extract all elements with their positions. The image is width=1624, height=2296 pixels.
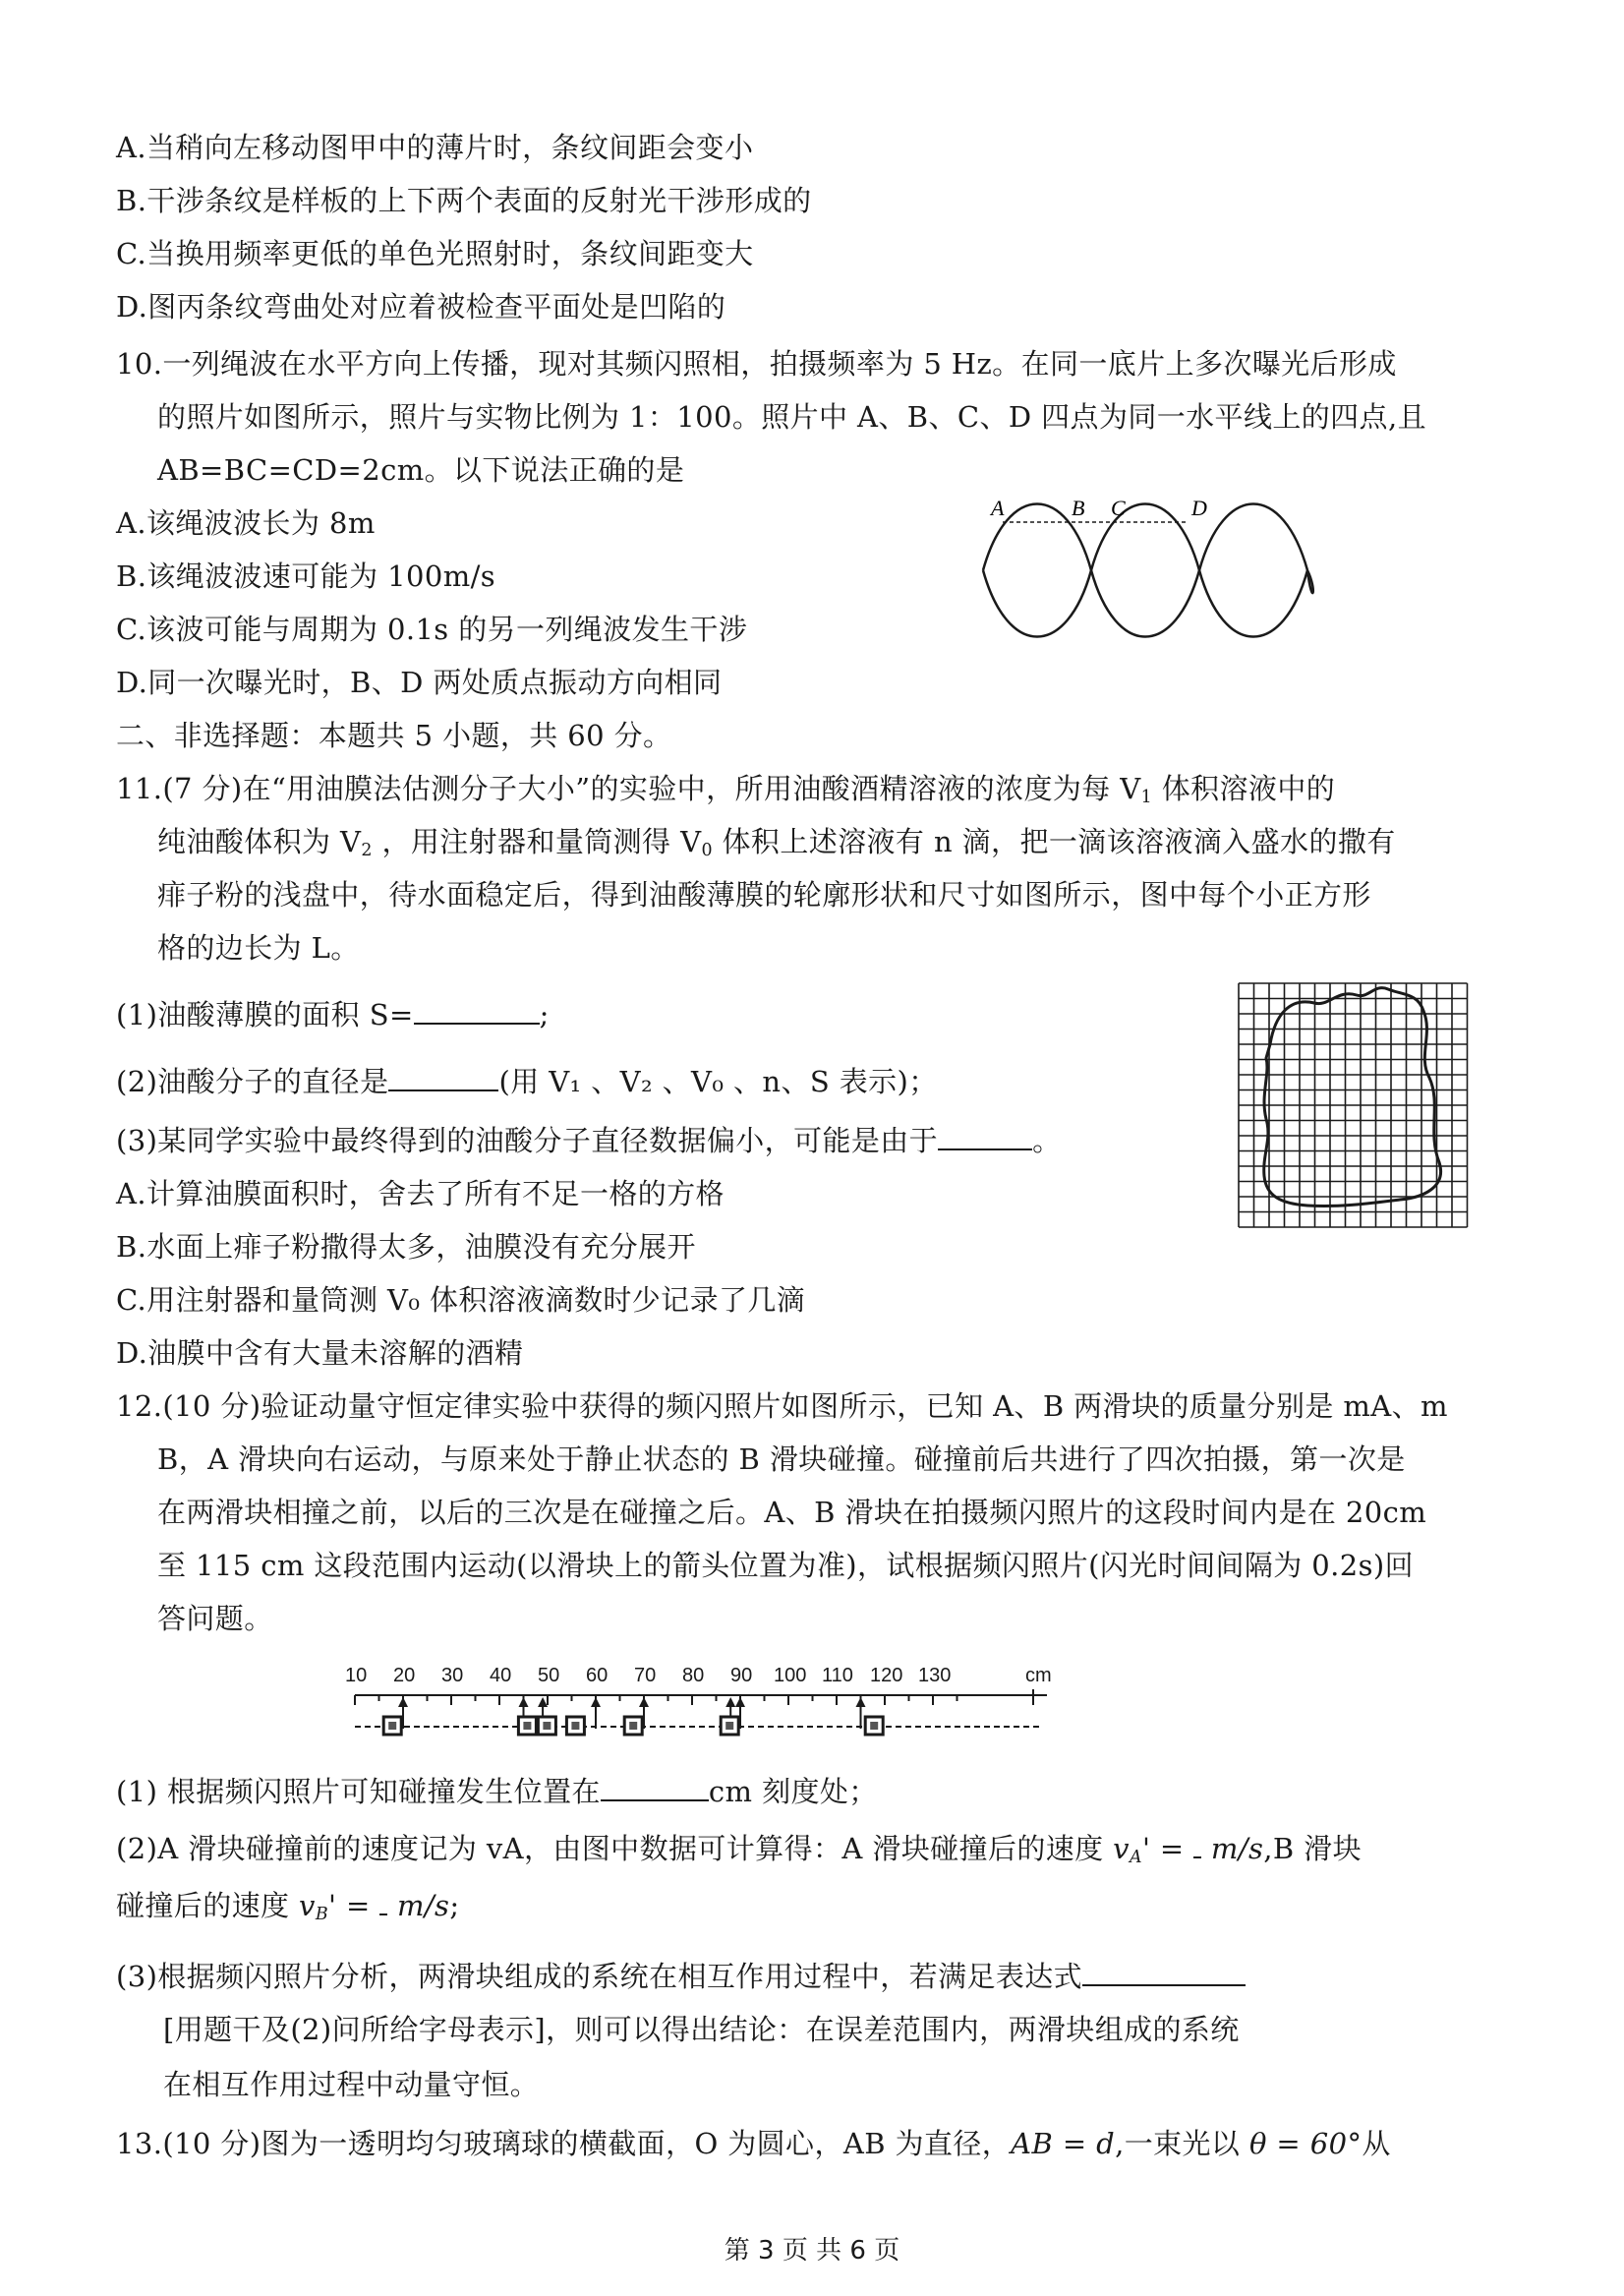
q11-option-b: B.水面上痱子粉撒得太多，油膜没有充分展开 xyxy=(116,1230,696,1264)
slider-block-inner xyxy=(571,1722,579,1730)
arrow-head xyxy=(519,1697,529,1707)
wave-label-c: C xyxy=(1111,496,1126,520)
q11-part-1: (1)油酸薄膜的面积 S= ; xyxy=(116,998,550,1031)
slider-block-inner xyxy=(629,1722,637,1730)
ruler-tick-label: 50 xyxy=(538,1665,560,1686)
q12-stem-4: 至 115 cm 这段范围内运动(以滑块上的箭头位置为准)，试根据频闪照片(闪光时间间隔为 0.2s)回 xyxy=(157,1549,1415,1582)
ruler-tick-label: 120 xyxy=(870,1665,903,1686)
slider-block-inner xyxy=(523,1722,531,1730)
ruler-tick-label: 20 xyxy=(393,1665,416,1686)
ruler-tick-label: 10 xyxy=(345,1665,368,1686)
ruler-tick-label: 40 xyxy=(490,1665,512,1686)
q11-part-3: (3)某同学实验中最终得到的油酸分子直径数据偏小，可能是由于 。 xyxy=(116,1124,1062,1157)
arrow-head xyxy=(735,1697,745,1707)
q12-stem-2: B，A 滑块向右运动，与原来处于静止状态的 B 滑块碰撞。碰撞前后共进行了四次拍摄，第一次是 xyxy=(157,1442,1406,1476)
q12-part-2-line-1: (2)A 滑块碰撞前的速度记为 vA，由图中数据可计算得：A 滑块碰撞后的速度 $v_A' = m/s,B$ 滑块 xyxy=(116,1832,1362,1867)
q12-part-2-line-2: 碰撞后的速度 $v_B' = m/s$; xyxy=(116,1889,460,1924)
slider-block-inner xyxy=(388,1722,396,1730)
q11-stem-1: 11.(7 分)在“用油膜法估测分子大小”的实验中，所用油酸酒精溶液的浓度为每 $V_1$ 体积溶液中的 xyxy=(116,772,1336,807)
ruler-tick-label: 70 xyxy=(634,1665,657,1686)
answer-blank[interactable] xyxy=(414,997,540,1025)
arrow-head xyxy=(856,1697,866,1707)
q12-stem-1: 12.(10 分)验证动量守恒定律实验中获得的频闪照片如图所示，已知 A、B 两滑块的质量分别是 mA、m xyxy=(116,1389,1448,1423)
q10-stem-3: AB=BC=CD=2cm。以下说法正确的是 xyxy=(157,453,685,487)
ruler-tick-label: 110 xyxy=(822,1665,853,1686)
slider-block-inner xyxy=(725,1722,733,1730)
q10-option-d: D.同一次曝光时，B、D 两处质点振动方向相同 xyxy=(116,666,723,699)
arrow-head xyxy=(538,1697,548,1707)
answer-blank[interactable] xyxy=(601,1774,709,1801)
arrow-head xyxy=(725,1697,735,1707)
ruler-unit: cm xyxy=(1025,1665,1052,1686)
page-footer: 第 3 页 共 6 页 xyxy=(724,2236,900,2266)
rope-wave-figure xyxy=(973,492,1366,649)
wave-label-a: A xyxy=(991,496,1005,520)
q13-stem: 13.(10 分)图为一透明均匀玻璃球的横截面，O 为圆心，AB 为直径，AB = d,一束光以 θ = 60°从 xyxy=(116,2127,1391,2160)
q11-stem-4: 格的边长为 L。 xyxy=(157,931,360,965)
ruler-tick-label: 60 xyxy=(586,1665,609,1686)
q9-option-d: D.图丙条纹弯曲处对应着被检查平面处是凹陷的 xyxy=(116,290,726,324)
answer-blank[interactable] xyxy=(938,1123,1032,1150)
q12-part-3-line-1: (3)根据频闪照片分析，两滑块组成的系统在相互作用过程中，若满足表达式 xyxy=(116,1957,1246,1996)
q10-option-c: C.该波可能与周期为 0.1s 的另一列绳波发生干涉 xyxy=(116,613,748,646)
q10-stem-2: 的照片如图所示，照片与实物比例为 1：100。照片中 A、B、C、D 四点为同一水平线上的四点,且 xyxy=(157,400,1426,434)
q11-part-2: (2)油酸分子的直径是 (用 V₁ 、V₂ 、V₀ 、n、S 表示)； xyxy=(116,1065,938,1098)
section-2-heading: 二、非选择题：本题共 5 小题，共 60 分。 xyxy=(116,719,672,752)
q12-part-1: (1) 根据频闪照片可知碰撞发生位置在 cm 刻度处； xyxy=(116,1775,878,1808)
answer-blank[interactable] xyxy=(1082,1959,1246,1986)
ruler-tick-label: 90 xyxy=(730,1665,753,1686)
answer-blank[interactable] xyxy=(379,1888,387,1915)
q11-stem-2: 纯油酸体积为 $V_2$ ，用注射器和量筒测得 $V_0$ 体积上述溶液有 n 滴，把一滴该溶液滴入盛水的撒有 xyxy=(157,825,1396,860)
ruler-tick-label: 30 xyxy=(441,1665,464,1686)
q11-option-d: D.油膜中含有大量未溶解的酒精 xyxy=(116,1336,524,1370)
answer-blank[interactable] xyxy=(388,1064,498,1091)
q9-option-c: C.当换用频率更低的单色光照射时，条纹间距变大 xyxy=(116,237,754,270)
strobe-photo-ruler-figure xyxy=(339,1660,1067,1758)
q11-stem-3: 痱子粉的浅盘中，待水面稳定后，得到油酸薄膜的轮廓形状和尺寸如图所示，图中每个小正方形 xyxy=(157,878,1371,912)
wave-label-b: B xyxy=(1072,496,1085,520)
answer-blank[interactable] xyxy=(1193,1831,1201,1858)
arrow-head xyxy=(398,1697,408,1707)
q9-option-b: B.干涉条纹是样板的上下两个表面的反射光干涉形成的 xyxy=(116,184,812,217)
q12-stem-5: 答问题。 xyxy=(157,1602,273,1635)
oil-film-grid-figure xyxy=(1231,975,1475,1239)
q10-option-b: B.该绳波波速可能为 100m/s xyxy=(116,559,496,593)
q11-option-c: C.用注射器和量筒测 V₀ 体积溶液滴数时少记录了几滴 xyxy=(116,1283,806,1317)
arrow-head xyxy=(591,1697,601,1707)
ruler-tick-label: 80 xyxy=(682,1665,705,1686)
q9-option-a: A.当稍向左移动图甲中的薄片时，条纹间距会变小 xyxy=(116,131,754,164)
q11-option-a: A.计算油膜面积时，舍去了所有不足一格的方格 xyxy=(116,1177,725,1210)
q12-part-3-line-3: 在相互作用过程中动量守恒。 xyxy=(163,2068,540,2101)
wave-label-d: D xyxy=(1191,496,1207,520)
q12-part-3-line-2: [用题干及(2)问所给字母表示]，则可以得出结论：在误差范围内，两滑块组成的系统 xyxy=(163,2013,1240,2046)
slider-block-inner xyxy=(870,1722,878,1730)
q10-option-a: A.该绳波波长为 8m xyxy=(116,506,376,540)
ruler-tick-label: 100 xyxy=(774,1665,807,1686)
q12-stem-3: 在两滑块相撞之前，以后的三次是在碰撞之后。A、B 滑块在拍摄频闪照片的这段时间内是在 20cm xyxy=(157,1496,1427,1529)
ruler-tick-label: 130 xyxy=(918,1665,952,1686)
q10-stem-1: 10.一列绳波在水平方向上传播，现对其频闪照相，拍摄频率为 5 Hz。在同一底片上多次曝光后形成 xyxy=(116,347,1397,381)
slider-block-inner xyxy=(543,1722,551,1730)
arrow-head xyxy=(639,1697,649,1707)
